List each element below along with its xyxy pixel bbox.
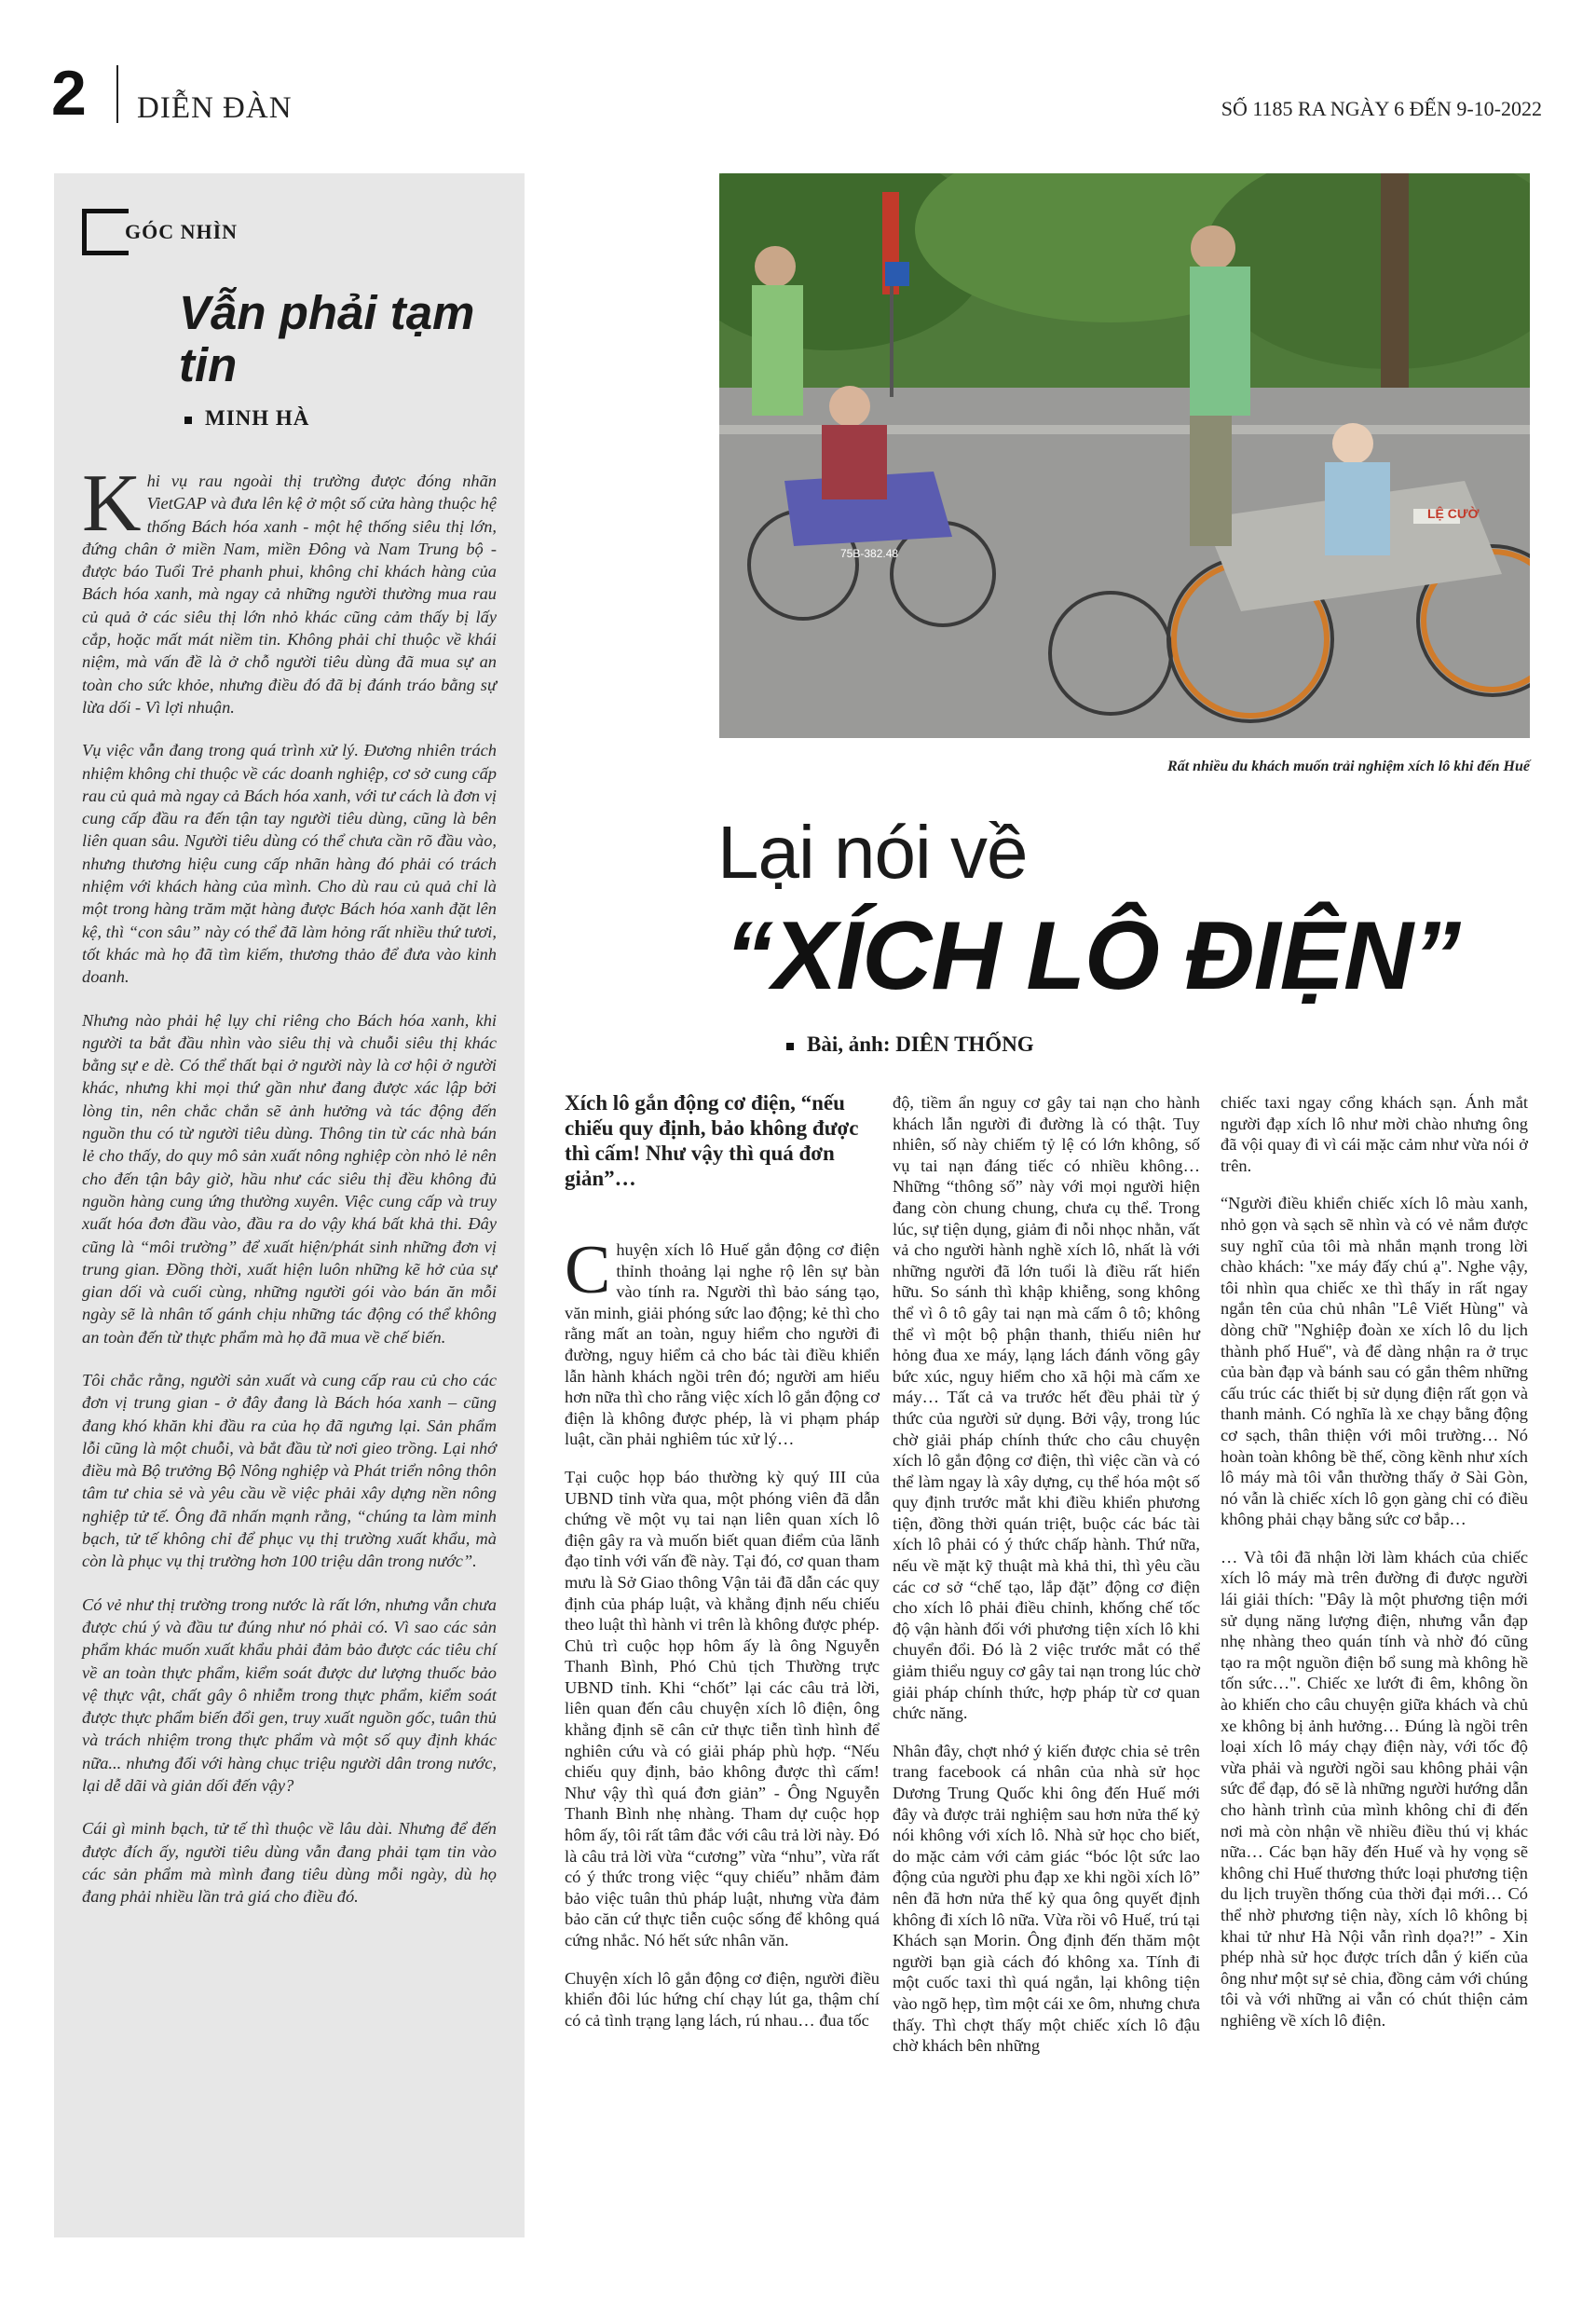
sidebar-paragraph: Có vẻ như thị trường trong nước là rất lớn, nhưng vẫn chưa được chú ý và đầu tư đúng như nó phải có. Vì sao các sản phẩm khác muốn xuất khẩu phải đảm bảo được các tiêu chí về an toàn thực phẩm, kiểm soát được dư lượng thuốc bảo vệ thực vật, chất gây ô nhiễm trong thực phẩm, kiểm soát được thực phẩm biến đổi gen, truy xuất nguồn gốc, tuân thủ và trách nhiệm trong thực phẩm và một số quy định khác nữa... nhưng đối với hàng chục triệu người dân trong nước, lại dễ dãi và giản dối đến vậy?	[82, 1594, 497, 1796]
headline-main: “XÍCH LÔ ĐIỆN”	[725, 902, 1461, 1010]
issue-info: SỐ 1185 RA NGÀY 6 ĐẾN 9-10-2022	[1221, 97, 1542, 120]
headline-kicker: Lại nói về	[717, 811, 1028, 894]
photo-plate-text: 75B-382.48	[840, 547, 899, 560]
cyclo-illustration	[719, 173, 1530, 738]
article-paragraph: Nhân đây, chợt nhớ ý kiến được chia sẻ trên trang facebook cá nhân của nhà sử học Dương Trung Quốc khi ông đến Huế mới đây và được trải nghiệm sau hơn nửa thế kỷ nói không với xích lô. Nhà sử học cho biết, do mặc cảm với cảm giác “bóc lột sức lao động của người phu đạp xe khi ngồi xích lô” nên đã hơn nửa thế kỷ qua ông quyết định không đi xích lô nữa. Vừa rồi vô Huế, trú tại Khách sạn Morin. Ông định đến thăm một người bạn già cách đó không xa. Tính đi một cuốc taxi thì quá ngắn, lại không tiện vào ngõ hẹp, tìm một cái xe ôm, nhưng chưa thấy. Thì chợt thấy một chiếc xích lô đậu chờ khách bên những	[893, 1741, 1200, 2056]
article-column-3	[1221, 1092, 1528, 2048]
section-name: DIỄN ĐÀN	[137, 91, 293, 125]
sidebar-body	[82, 458, 497, 1929]
article-paragraph: Chuyện xích lô gắn động cơ điện, người điều khiển đôi lúc hứng chí chạy lút ga, thậm chí có cả tình trạng lạng lách, rú nhau… đua tốc	[565, 1968, 880, 2030]
page-number: 2	[51, 58, 87, 129]
article-byline	[786, 1033, 1034, 1057]
sidebar-paragraph: Tôi chắc rằng, người sản xuất và cung cấp rau củ cho các đơn vị trung gian - ở đây đang là Bách hóa xanh – cũng đang khó khăn khi đầu ra của họ đã ngưng lại. Sản phẩm lỗi cũng là một chuỗi, và bắt đầu từ nơi gieo trồng. Lại nhớ điều mà Bộ trưởng Bộ Nông nghiệp và Phát triển nông thôn tâm tư chia sẻ và yêu cầu về việc phải xây dựng nền nông nghiệp tử tế. Ông đã nhấn mạnh rằng, “chúng ta làm minh bạch, tử tế không chỉ để phục vụ thị trường xuất khẩu, mà còn là phục vụ thị trường hơn 100 triệu dân trong nước”.	[82, 1370, 497, 1571]
header-divider	[116, 65, 118, 123]
sidebar-dropcap: K	[82, 458, 142, 549]
sidebar-paragraph: Khi vụ rau ngoài thị trường được đóng nhãn VietGAP và đưa lên kệ ở một số cửa hàng thuộc hệ thống Bách hóa xanh - một hệ thống siêu thị lớn, đứng chân ở miền Nam, miền Đông và Nam Trung bộ - được báo Tuổi Trẻ phanh phui, không chỉ khách hàng của Bách hóa xanh, mà ngay cả những người thường mua rau củ quả ở các siêu thị lớn nhỏ khác cũng cảm thấy bị lấy cắp, hoặc mất mát niềm tin. Không phải chỉ thuộc về khái niệm, mà vấn đề là ở chỗ người tiêu dùng đã mua sự an toàn cho sức khỏe, nhưng điều đó đã bị đánh tráo bằng sự lừa dối - Vì lợi nhuận.	[82, 458, 497, 717]
sidebar-column	[54, 173, 525, 2237]
sidebar-paragraph: Cái gì minh bạch, tử tế thì thuộc về lâu dài. Nhưng để đến được đích ấy, người tiêu dùng vẫn đang phải tạm tin vào các sản phẩm mà mình đang tiêu dùng mỗi ngày, dù họ đang phải nhiều lần trả giá cho điều đó.	[82, 1819, 497, 1907]
photo-caption: Rất nhiều du khách muốn trải nghiệm xích lô khi đến Huế	[1167, 759, 1530, 774]
article-paragraph: “Người điều khiển chiếc xích lô màu xanh, nhỏ gọn và sạch sẽ nhìn và có vẻ nắm được suy nghĩ của tôi mà nhắn mạnh trong lời chào khách: "xe máy đấy chú ạ". Nghe vậy, tôi nhìn qua chiếc xe thì thấy in rất ngay ngắn tên của chủ nhân "Lê Viết Hùng" và dòng chữ "Nghiệp đoàn xe xích lô du lịch thành phố Huế", và để dàng nhận ra ở trục của bàn đạp và bánh sau có gắn thêm những cấu trúc các thiết bị sử dụng điện rất gọn và thanh mảnh. Có nghĩa là xe chạy bằng động cơ sạch, thân thiện với môi trường… Nó hoàn toàn không bề thế, cồng kềnh như xích lô máy mà tôi vẫn thường thấy ở Sài Gòn, nó vẫn là chiếc xích lô gọn gàng chỉ có điều không phải chạy bằng sức cơ bắp…	[1221, 1194, 1528, 1529]
page-header	[51, 56, 1542, 130]
column-label: GÓC NHÌN	[121, 220, 241, 244]
sidebar-paragraph: Nhưng nào phải hệ lụy chỉ riêng cho Bách hóa xanh, khi người ta bắt đầu nhìn vào siêu thị và chuỗi siêu thị khác bằng sự e dè. Có thể thất bại ở người này là cơ hội ở người khác, nhưng khi mọi thứ gần như đang được xác lập bởi lòng tin, nên chắc chắn sẽ ảnh hưởng và tác động đến nguồn thu có từ người tiêu dùng. Thông tin từ các nhà bán lẻ cho thấy, do quy mô sản xuất nông nghiệp còn nhỏ lẻ nên cho đến tận bây giờ, hầu như các siêu thị đều không đủ nguồn hàng cung ứng thường xuyên. Việc cung cấp và truy xuất hóa đơn đầu vào, đầu ra do vậy khá bất khả thi. Đây cũng là “môi trường” để xuất hiện/phát sinh những đơn vị trung gian. Đồng thời, xuất hiện luôn những kẽ hở của sự gian dối và cuối cùng, những người gói vào bán ăn mỗi ngày sẽ là nhân tố gánh chịu những tác động có thể không an toàn đến từ thực phẩm mà họ đã mua về chế biến.	[82, 1010, 497, 1347]
sidebar-author-name: MINH HÀ	[205, 406, 310, 430]
article-paragraph: Chuyện xích lô Huế gắn động cơ điện thỉnh thoảng lại nghe rộ lên sự bàn vào tính ra. Người thì bảo sáng tạo, văn minh, giải phóng sức lao động; kẻ thì cho rằng mất an toàn, nguy hiểm cho người đi đường, nguy hiểm cả cho bác tài điều khiển lẫn hành khách ngồi trên đó; người am hiểu hơn nữa thì cho rằng việc xích lô gắn động cơ điện là không được phép, là vi phạm pháp luật, cần phải nghiêm túc xử lý…	[565, 1232, 880, 1449]
article-paragraph: chiếc taxi ngay cổng khách sạn. Ánh mắt người đạp xích lô như mời chào nhưng ông đã vội quay đi vì cái mặc cảm như vừa nói ở trên.	[1221, 1093, 1528, 1175]
sidebar-title: Vẫn phải tạm tin	[179, 286, 475, 391]
article-column-2	[893, 1092, 1200, 2073]
article-paragraph: Tại cuộc họp báo thường kỳ quý III của UBND tỉnh vừa qua, một phóng viên đã dẫn chứng về một vụ tai nạn liên quan xích lô điện gây ra và muốn biết quan điểm của lãnh đạo tỉnh với vấn đề này. Tại đó, cơ quan tham mưu là Sở Giao thông Vận tải đã dẫn các quy định của pháp luật, và khẳng định nếu chiếu theo luật thì hành vi trên là không được phép. Chủ trì cuộc họp hôm ấy là ông Nguyễn Thanh Bình, Phó Chủ tịch Thường trực UBND tỉnh. Khi “chốt” lại các câu trả lời, liên quan đến câu chuyện xích lô điện, ông khẳng định sẽ cân cử thực tiễn tình hình để nghiên cứu và có giải pháp phù hợp. “Nếu chiếu quy định, bảo không được thì cấm! Như vậy thì quá đơn giản” - Ông Nguyễn Thanh Bình nhẹ nhàng. Tham dự cuộc họp hôm ấy, tôi rất tâm đắc với câu trả lời này. Đó là câu trả lời vừa “cương” vừa “nhu”, vừa rất có ý thức trong việc “quy chiếu” nhằm đảm bảo việc tuân thủ pháp luật, nhưng vừa đảm bảo căn cứ thực tiễn cuộc sống để không quá cứng nhắc. Nó hết sức nhân văn.	[565, 1467, 880, 1949]
article-paragraph: … Và tôi đã nhận lời làm khách của chiếc xích lô máy mà trên đường đi được người lái giải thích: "Đây là một phương tiện mới sử dụng năng lượng điện, nhưng vẫn đạp nhẹ nhàng theo quán tính và nhờ đó cũng tạo ra một nguồn điện bổ sung mà không hề tốn sức…". Chiếc xe lướt đi êm, không ồn ào khiến cho câu chuyện giữa khách và chủ xe không bị ảnh hưởng… Đúng là ngồi trên loại xích lô máy chạy điện này, với tốc độ vừa phải và người ngồi sau không phải vận sức để đạp, đó sẽ là những người hướng dẫn cho hành trình của mình không chỉ đi đến nơi mà còn nhận về nhiều điều thú vị khác nữa… Các bạn hãy đến Huế và hy vọng sẽ không chỉ Huế thương thức loại phương tiện du lịch truyền thống của thời đại mới… Có thể nhờ phương tiện này, xích lô không bị khai tử như Hà Nội vẫn rình dọa?!” - Xin phép nhà sử học được trích dẫn ý kiến của ông như một sự sẻ chia, đồng cảm với chúng tôi và với những ai vẫn có chút thiện cảm nghiêng về xích lô điện.	[1221, 1547, 1528, 2030]
bullet-square-icon	[184, 417, 192, 424]
article-lead: Xích lô gắn động cơ điện, “nếu chiếu quy định, bảo không được thì cấm! Như vậy thì quá đơn giản”…	[565, 1091, 859, 1190]
sidebar-paragraph: Vụ việc vẫn đang trong quá trình xử lý. Đương nhiên trách nhiệm không chỉ thuộc về các doanh nghiệp, cơ sở cung cấp rau củ quả mà ngay cả Bách hóa xanh, với tư cách là đơn vị cung cấp đầu ra đến tận tay người tiêu dùng, cũng là bên liên quan sâu. Người tiêu dùng có thể chưa cần rõ đầu vào, nhưng thương hiệu cung cấp nhãn hàng đó phải có trách nhiệm với khách hàng của mình. Cho dù rau củ quả chỉ là một trong hàng trăm mặt hàng được Bách hóa xanh đặt lên kệ, thì “con sâu” này có thể đã làm hỏng rất nhiều thứ tươi, tốt khác mà họ đã tìm kiếm, thương thảo để đưa vào kinh doanh.	[82, 741, 497, 987]
article-paragraph: độ, tiềm ẩn nguy cơ gây tai nạn cho hành khách lẫn người đi đường là có thật. Tuy nhiên, số này chiếm tỷ lệ có lớn không, số vụ tai nạn đáng tiếc có nhiều không… Những “thông số” này với mọi người hiện đang còn chung chung, chưa cụ thể. Trong lúc, sự tiện dụng, giảm đi nỗi nhọc nhằn, vất vả cho người hành nghề xích lô, nhất là với những người đã lớn tuổi là điều rất hiển hữu. So sánh thì khập khiễng, song không thể vì ô tô gây tai nạn mà cấm ô tô; không thể vì một bộ phận thanh, thiếu niên hư hỏng đua xe máy, lạng lách đánh võng gây bức xúc, nguy hiểm cho xã hội mà cấm xe máy… Tất cả va trước hết đều phải từ ý thức của người sử dụng. Bởi vậy, trong lúc chờ giải pháp chính thức cho câu chuyện xích lô gắn động cơ điện, thì việc cần và có thể làm ngay là xây dựng, cụ thể hóa một số quy định trước mắt khi điều khiển phương tiện, đồng thời quán triệt, buộc các bác tài xích lô phải có ý thức chấp hành. Thứ nữa, nếu về mặt kỹ thuật mà khả thi, thì yêu cầu các cơ sở “chế tạo, lắp đặt” động cơ điện cho xích lô phải điều chỉnh, khống chế tốc độ vận hành đối với phương tiện xích lô khi chuyển đổi. Đó là 2 việc trước mắt có thể giảm thiểu nguy cơ gây tai nạn trong lúc chờ giải pháp chính thức, hợp pháp từ cơ quan chức năng.	[893, 1093, 1200, 1723]
cyclo-photo	[719, 173, 1530, 738]
article-dropcap: C	[565, 1232, 611, 1308]
article-column-1	[565, 1090, 880, 2047]
bullet-square-icon	[786, 1043, 794, 1050]
sidebar-author	[184, 406, 309, 431]
article-byline-text: Bài, ảnh: DIÊN THỐNG	[807, 1033, 1034, 1056]
photo-sign-text: LỆ CƯỜ	[1427, 506, 1480, 521]
